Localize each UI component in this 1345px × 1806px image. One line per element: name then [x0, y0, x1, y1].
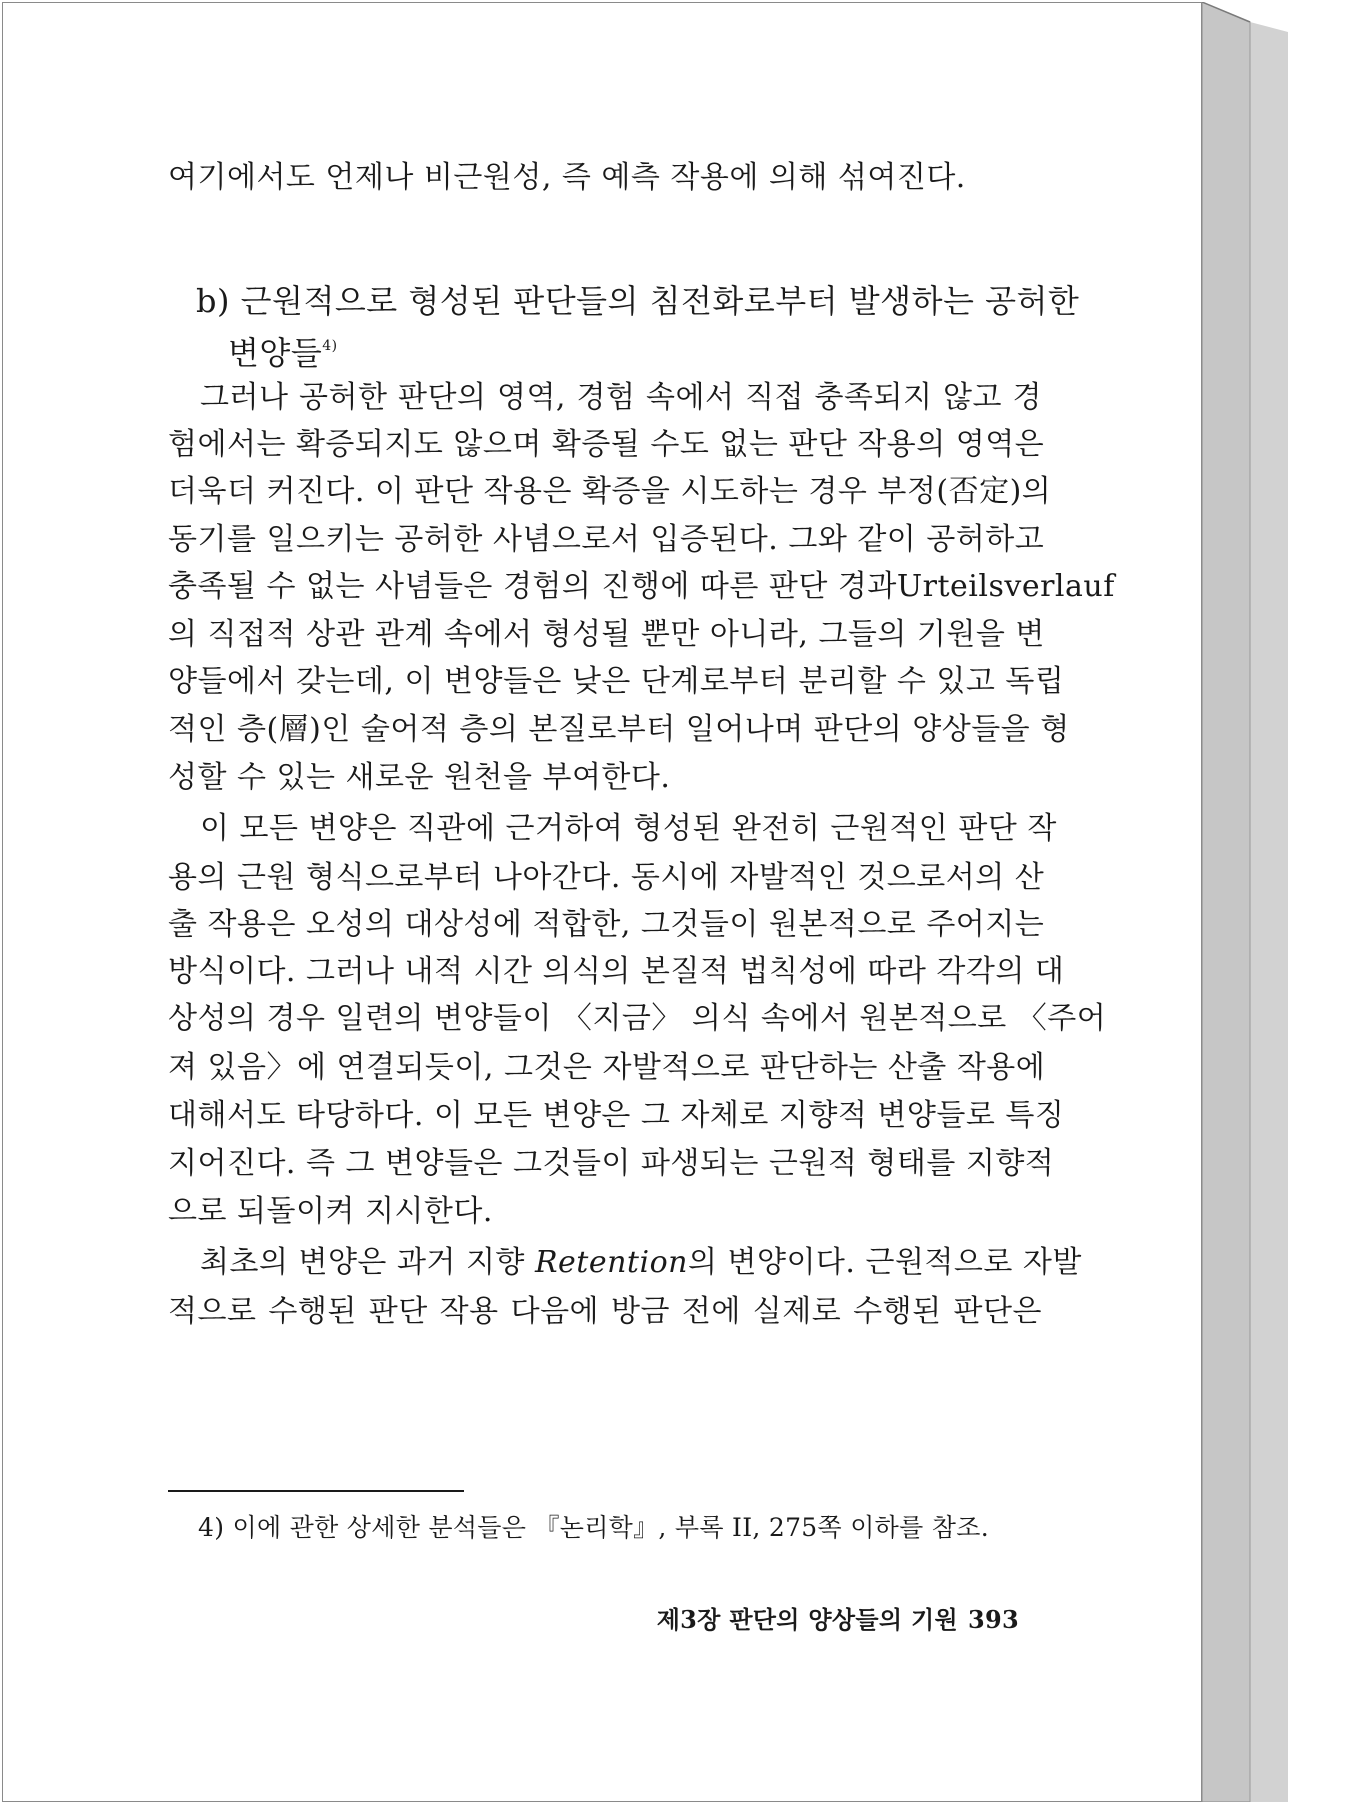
page-number: 393	[968, 1605, 1019, 1634]
footnote-divider	[168, 1490, 464, 1492]
paragraph-line: 져 있음〉에 연결되듯이, 그것은 자발적으로 판단하는 산출 작용에	[168, 1050, 1046, 1085]
paragraph-line: 대해서도 타당하다. 이 모든 변양은 그 자체로 지향적 변양들로 특징	[168, 1098, 1065, 1133]
paragraph-line: 으로 되돌이켜 지시한다.	[168, 1194, 493, 1229]
paragraph-line: 상성의 경우 일련의 변양들이 〈지금〉 의식 속에서 원본적으로 〈주어	[168, 1001, 1107, 1036]
paragraph-line: 적으로 수행된 판단 작용 다음에 방금 전에 실제로 수행된 판단은	[168, 1294, 1042, 1329]
paragraph-line	[168, 1237, 1082, 1288]
paragraph-line: 더욱더 커진다. 이 판단 작용은 확증을 시도하는 경우 부정(否定)의	[168, 474, 1052, 509]
paragraph-line: 의 직접적 상관 관계 속에서 형성될 뿐만 아니라, 그들의 기원을 변	[168, 617, 1045, 652]
paragraph-line: 양들에서 갖는데, 이 변양들은 낮은 단계로부터 분리할 수 있고 독립	[168, 664, 1065, 699]
paragraph-line: 이 모든 변양은 직관에 근거하여 형성된 완전히 근원적인 판단 작	[200, 811, 1057, 846]
continuation-line: 여기에서도 언제나 비근원성, 즉 예측 작용에 의해 섞여진다.	[168, 160, 966, 195]
paragraph-line: 성할 수 있는 새로운 원천을 부여한다.	[168, 760, 671, 795]
text-run: 최초의 변양은 과거 지향	[200, 1245, 535, 1280]
footnote-text: 4) 이에 관한 상세한 분석들은 『논리학』, 부록 II, 275쪽 이하를 참조.	[198, 1513, 989, 1542]
book-page-edge	[1202, 2, 1342, 1802]
foreign-term: Retention	[534, 1245, 688, 1280]
paragraph-line: 방식이다. 그러나 내적 시간 의식의 본질적 법칙성에 따라 각각의 대	[168, 954, 1065, 989]
chapter-title: 제3장 판단의 양상들의 기원	[656, 1605, 958, 1634]
paragraph-line: 출 작용은 오성의 대상성에 적합한, 그것들이 원본적으로 주어지는	[168, 907, 1045, 942]
section-heading-text: 변양들	[228, 334, 323, 372]
paragraph-line: 충족될 수 없는 사념들은 경험의 진행에 따른 판단 경과Urteilsverlauf	[168, 569, 1115, 604]
paragraph-line: 동기를 일으키는 공허한 사념으로서 입증된다. 그와 같이 공허하고	[168, 522, 1045, 557]
paragraph-line: 지어진다. 즉 그 변양들은 그것들이 파생되는 근원적 형태를 지향적	[168, 1146, 1055, 1181]
running-footer	[657, 1600, 1019, 1635]
paragraph-line: 험에서는 확증되지도 않으며 확증될 수도 없는 판단 작용의 영역은	[168, 427, 1045, 462]
paragraph-line: 용의 근원 형식으로부터 나아간다. 동시에 자발적인 것으로서의 산	[168, 860, 1045, 895]
section-heading-continued	[228, 328, 338, 374]
section-heading: b) 근원적으로 형성된 판단들의 침전화로부터 발생하는 공허한	[196, 282, 1080, 320]
paragraph-line: 그러나 공허한 판단의 영역, 경험 속에서 직접 충족되지 않고 경	[200, 380, 1042, 415]
paragraph-line: 적인 층(層)인 술어적 층의 본질로부터 일어나며 판단의 양상들을 형	[168, 712, 1070, 747]
footnote-reference[interactable]: 4)	[322, 338, 338, 354]
text-run: 의 변양이다. 근원적으로 자발	[687, 1245, 1082, 1280]
